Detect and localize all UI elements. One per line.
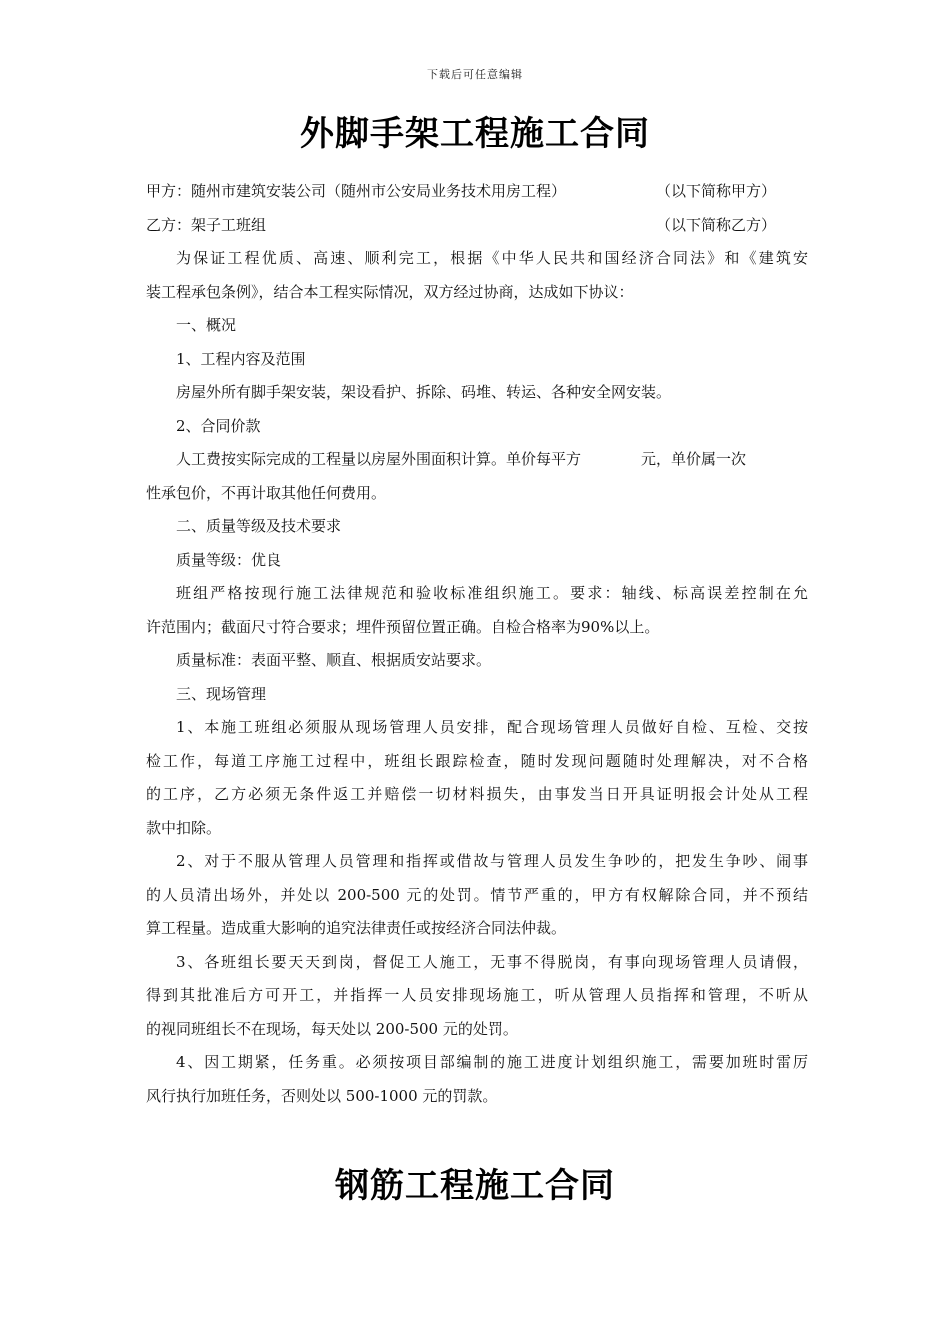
party-a-line xyxy=(146,175,808,209)
paragraph-line: 算工程量。造成重大影响的追究法律责任或按经济合同法仲裁。 xyxy=(146,919,567,937)
section-heading: 三、现场管理 xyxy=(176,684,267,703)
paragraph-line: 性承包价，不再计取其他任何费用。 xyxy=(146,483,387,502)
contract-title: 外脚手架工程施工合同 xyxy=(300,114,650,154)
contract-body xyxy=(146,175,808,1113)
subsection-heading: 2、合同价款 xyxy=(176,416,261,435)
paragraph-line: 款中扣除。 xyxy=(146,818,222,837)
subsection-heading: 1、工程内容及范围 xyxy=(176,349,306,368)
paragraph-line: 班组严格按现行施工法律规范和验收标准组织施工。要求：轴线、标高误差控制在允 xyxy=(176,584,808,602)
paragraph-line: 的视同班组长不在现场，每天处以 200-500 元的处罚。 xyxy=(146,1019,518,1038)
quality-grade: 质量等级：优良 xyxy=(176,550,282,569)
paragraph-line: 3、各班组长要天天到岗，督促工人施工，无事不得脱岗，有事向现场管理人员请假， xyxy=(176,952,808,971)
paragraph-line: 检工作，每道工序施工过程中，班组长跟踪检查，随时发现问题随时处理解决，对不合格 xyxy=(146,751,808,770)
party-b: 乙方：架子工班组 xyxy=(146,215,267,234)
paragraph-line: 的人员清出场外，并处以 200-500 元的处罚。情节严重的，甲方有权解除合同，并不预结 xyxy=(146,885,808,904)
paragraph-line: 的工序，乙方必须无条件返工并赔偿一切材料损失，由事发当日开具证明报会计处从工程 xyxy=(146,785,808,803)
section-heading: 二、质量等级及技术要求 xyxy=(176,517,342,535)
party-b-line xyxy=(146,209,808,243)
party-b-alias: （以下简称乙方） xyxy=(655,215,776,234)
paragraph-line: 风行执行加班任务，否则处以 500-1000 元的罚款。 xyxy=(146,1086,498,1105)
paragraph-line: 房屋外所有脚手架安装，架设看护、拆除、码堆、转运、各种安全网安装。 xyxy=(176,383,672,401)
section-heading: 一、概况 xyxy=(176,316,237,334)
intro-line: 装工程承包条例》，结合本工程实际情况，双方经过协商，达成如下协议： xyxy=(146,282,634,301)
paragraph-line: 许范围内；截面尺寸符合要求；埋件预留位置正确。自检合格率为90%以上。 xyxy=(146,617,660,636)
quality-standard: 质量标准：表面平整、顺直、根据质安站要求。 xyxy=(176,651,492,669)
price-line xyxy=(146,443,808,477)
price-text-a: 人工费按实际完成的工程量以房屋外围面积计算。单价每平方 xyxy=(176,450,582,468)
intro-line: 为保证工程优质、高速、顺利完工，根据《中华人民共和国经济合同法》和《建筑安 xyxy=(176,249,808,267)
next-contract-title: 钢筋工程施工合同 xyxy=(335,1166,615,1206)
party-a: 甲方：随州市建筑安装公司（随州市公安局业务技术用房工程） xyxy=(146,182,567,200)
paragraph-line: 1、本施工班组必须服从现场管理人员安排，配合现场管理人员做好自检、互检、交按 xyxy=(176,718,808,736)
paragraph-line: 4、因工期紧，任务重。必须按项目部编制的施工进度计划组织施工，需要加班时雷厉 xyxy=(176,1053,808,1071)
paragraph-line: 2、对于不服从管理人员管理和指挥或借故与管理人员发生争吵的，把发生争吵、闹事 xyxy=(176,852,808,870)
party-a-alias: （以下简称甲方） xyxy=(655,182,776,200)
header-note: 下载后可任意编辑 xyxy=(427,68,523,81)
paragraph-line: 得到其批准后方可开工，并指挥一人员安排现场施工，听从管理人员指挥和管理，不听从 xyxy=(146,986,808,1004)
price-text-b: 元，单价属一次 xyxy=(641,450,747,468)
